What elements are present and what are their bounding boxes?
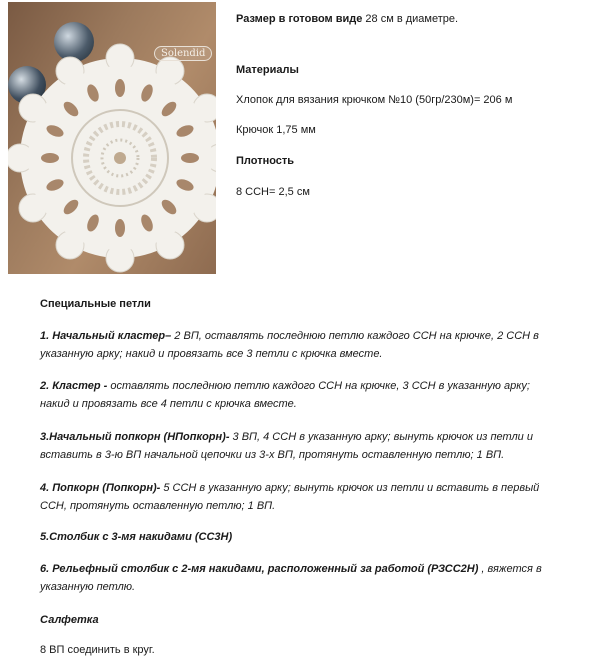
- brand-label: Solendid: [154, 46, 212, 61]
- stitch-title: 5.Столбик с 3-мя накидами (СС3Н): [40, 531, 233, 543]
- size-label: Размер в готовом виде: [236, 13, 363, 25]
- stitch-title: 3.Начальный попкорн (НПопкорн)-: [40, 431, 230, 443]
- stitch-text: оставлять последнюю петлю каждого ССН на крючке, 3 ССН в указанную арку;: [107, 380, 530, 392]
- size-value: 28 см в диаметре.: [365, 13, 459, 25]
- stitch-item-3: [40, 428, 588, 464]
- napkin-heading: Салфетка: [40, 614, 99, 626]
- napkin-line-1: 8 ВП соединить в круг.: [40, 644, 155, 656]
- stitch-text: 2 ВП, оставлять последнюю петлю каждого ССН на крючке, 2 ССН в: [171, 330, 539, 342]
- yarn-line: Хлопок для вязания крючком №10 (50гр/230м)= 206 м: [236, 94, 513, 106]
- gauge-heading: Плотность: [236, 155, 295, 167]
- stitch-text: 5 ССН в указанную арку; вынуть крючок из петли и вставить в первый: [160, 482, 540, 494]
- stitch-text-cont: указанную арку; накид и провязать все 3 петли с крючка вместе.: [40, 348, 383, 360]
- stitch-text-cont: вставить в 3-ю ВП начальной цепочки из 3-х ВП, протянуть оставленную петлю; 1 ВП.: [40, 449, 505, 461]
- stitch-text: , вяжется в: [478, 563, 542, 575]
- stitch-item-4: [40, 479, 588, 515]
- stitch-item-6: [40, 560, 588, 596]
- stitch-title: 1. Начальный кластер–: [40, 330, 172, 342]
- stitch-item-5: [40, 528, 588, 546]
- special-stitches-heading: Специальные петли: [40, 298, 151, 310]
- gauge-line: 8 ССН= 2,5 см: [236, 186, 310, 198]
- stitch-item-1: [40, 327, 588, 363]
- doily-photo: [8, 2, 216, 274]
- stitch-title: 6. Рельефный столбик с 2-мя накидами, расположенный за работой (РЗСС2Н): [40, 563, 479, 575]
- hook-line: Крючок 1,75 мм: [236, 124, 316, 136]
- materials-heading: Материалы: [236, 64, 299, 76]
- stitch-title: 4. Попкорн (Попкорн)-: [40, 482, 161, 494]
- stitch-text-cont: ССН, протянуть оставленную петлю; 1 ВП.: [40, 500, 276, 512]
- size-line: [236, 10, 458, 28]
- stitch-text-cont: указанную петлю.: [40, 581, 136, 593]
- stitch-title: 2. Кластер -: [40, 380, 108, 392]
- stitch-text-cont: накид и провязать все 4 петли с крючка вместе.: [40, 398, 297, 410]
- stitch-item-2: [40, 377, 588, 413]
- stitch-text: 3 ВП, 4 ССН в указанную арку; вынуть крючок из петли и: [229, 431, 533, 443]
- doily-illustration: [8, 2, 216, 274]
